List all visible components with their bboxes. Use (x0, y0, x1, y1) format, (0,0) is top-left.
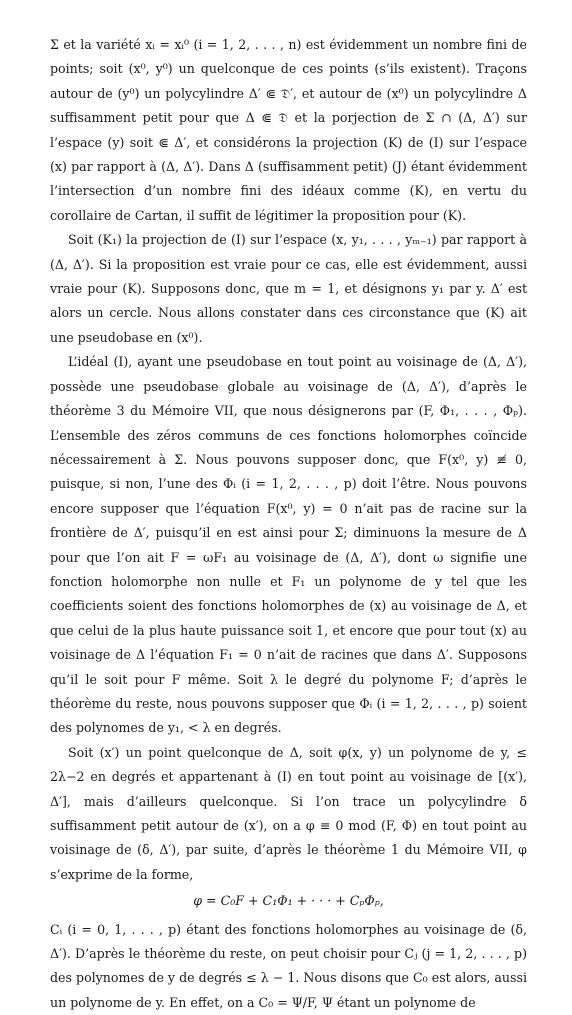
display-equation: φ = C₀F + C₁Φ₁ + · · · + CₚΦₚ, (193, 893, 384, 909)
paragraph-4: Soit (x′) un point quelconque de Δ, soit φ(x, y) un polynome de y, ≤ 2λ−2 en degrés et appartenant à (I) en tout point au voisinage de [(x′), Δ′], mais d’ailleurs quelconque. Si l’on trace un polycylindre δ suffisamment petit autour de (x′), on a φ ≡ 0 mod (F, Φ) en tout point au voisinage de (δ, Δ′), par suite, d’après le théorème 1 du Mémoire VII, φ s’exprime de la forme, (50, 744, 527, 882)
paragraph-1: Σ et la variété xᵢ = xᵢ⁰ (i = 1, 2, . . . , n) est évidemment un nombre fini de points; soit (x⁰, y⁰) un quelconque de ces points (s’ils existent). Traçons autour de (y⁰) un polycylindre Δ′ ⋐ 𝔇′, et autour de (x⁰) un polycylindre Δ suffisamment petit pour que Δ ⋐ 𝔇 et la porjection de Σ ∩ (Δ, Δ′) sur l’espace (y) soit ⋐ Δ′, et considérons la projection (K) de (I) sur l’espace (x) par rapport à (Δ, Δ′). Dans Δ (suffisamment petit) (J) étant évidemment l’intersection d’un nombre fini des idéaux comme (K), en vertu du corollaire de Cartan, il suffit de légitimer la proposition pour (K). (50, 37, 527, 223)
paragraph-5: Cᵢ (i = 0, 1, . . . , p) étant des fonctions holomorphes au voisinage de (δ, Δ′). D’après le théorème du reste, on peut choisir pour Cⱼ (j = 1, 2, . . . , p) des polynomes de y de degrés ≤ λ − 1. Nous disons que C₀ est alors, aussi un polynome de y. En effet, on a C₀ = Ψ/F, Ψ étant un polynome de (50, 921, 527, 1010)
paragraph-2: Soit (K₁) la projection de (I) sur l’espace (x, y₁, . . . , yₘ₋₁) par rapport à (Δ, Δ′). Si la proposition est vraie pour ce cas, elle est évidemment, aussi vraie pour (K). Supposons donc, que m = 1, et désignons y₁ par y. Δ′ est alors un cercle. Nous allons constater dans ces circonstance que (K) ait une pseudobase en (x⁰). (50, 232, 527, 345)
paragraph-3: L’idéal (I), ayant une pseudobase en tout point au voisinage de (Δ, Δ′), possède une pseudobase globale au voisinage de (Δ, Δ′), d’après le théorème 3 du Mémoire VII, que nous désignerons par (F, Φ₁, . . . , Φₚ). L’ensemble des zéros communs de ces fonctions holomorphes coïncide nécessairement à Σ. Nous pouvons supposer donc, que F(x⁰, y) ≢ 0, puisque, si non, l’une des Φᵢ (i = 1, 2, . . . , p) doit l’être. Nous pouvons encore supposer que l’équation F(x⁰, y) = 0 n’ait pas de racine sur la frontière de Δ′, puisqu’il en est ainsi pour Σ; diminuons la mesure de Δ pour que l’on ait F = ωF₁ au voisinage de (Δ, Δ′), dont ω signifie une fonction holomorphe non nulle et F₁ un polynome de y tel que les coefficients soient des fonctions holomorphes de (x) au voisinage de Δ, et que celui de la plus haute puissance soit 1, et encore que pour tout (x) au voisinage de Δ l’équation F₁ = 0 n’ait de racines que dans Δ′. Supposons qu’il le soit pour F même. Soit λ le degré du polynome F; d’après le théorème du reste, nous pouvons supposer que Φᵢ (i = 1, 2, . . . , p) soient des polynomes de y₁, < λ en degrés. (50, 354, 527, 736)
